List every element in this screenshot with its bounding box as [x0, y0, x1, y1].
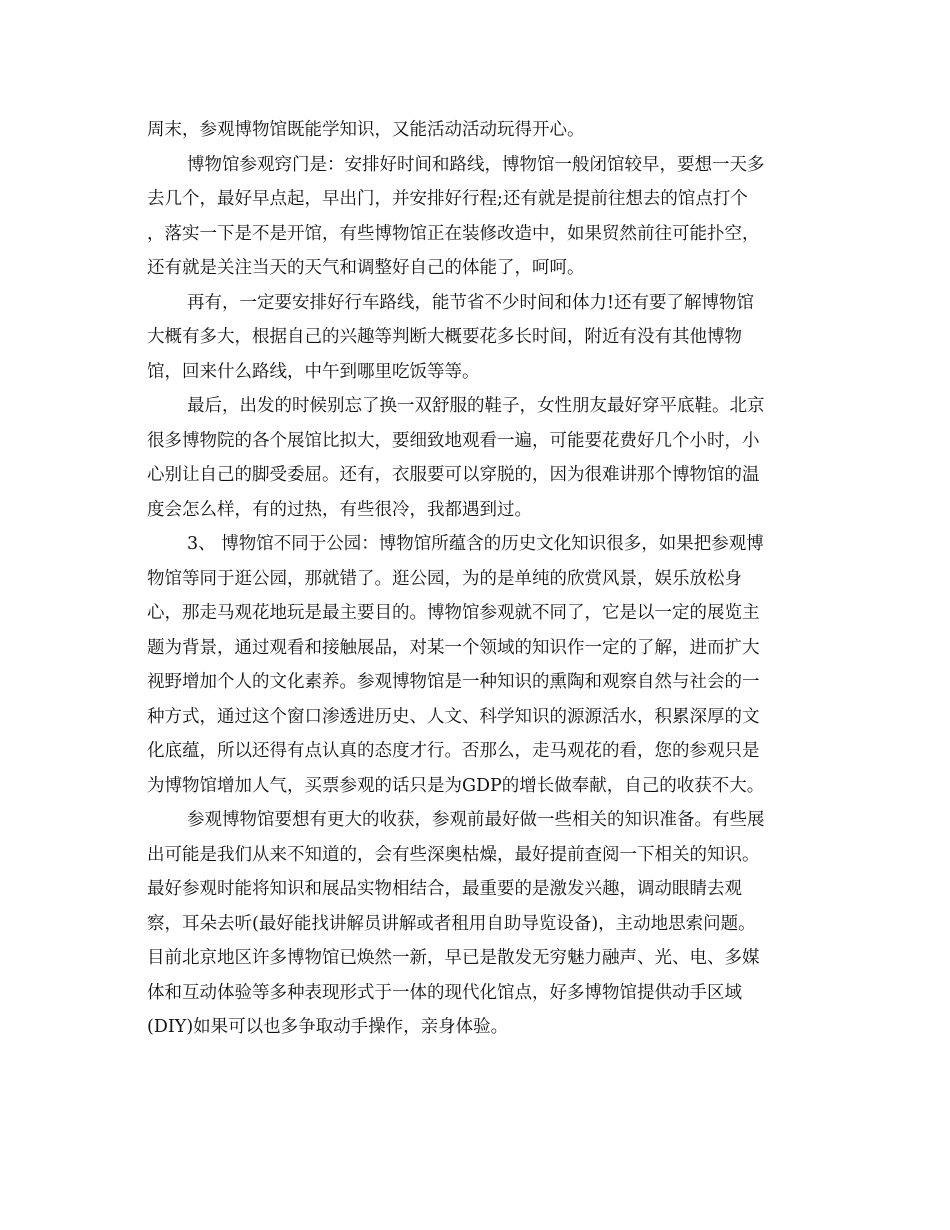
text-line: 体和互动体验等多种表现形式于一体的现代化馆点，好多博物馆提供动手区域 [147, 982, 742, 1003]
text-line: 物馆等同于逛公园，那就错了。逛公园，为的是单纯的欣赏风景，娱乐放松身 [147, 568, 742, 589]
text-line: 馆，回来什么路线，中午到哪里吃饭等等。 [147, 361, 480, 382]
text-line: 种方式，通过这个窗口渗透进历史、人文、科学知识的源源活水，积累深厚的文 [147, 706, 760, 727]
text-line: 视野增加个人的文化素养。参观博物馆是一种知识的熏陶和观察自然与社会的一 [147, 672, 760, 692]
text-line: 再有，一定要安排好行车路线，能节省不少时间和体力!还有要了解博物馆 [187, 292, 755, 313]
text-line: 心别让自己的脚受委屈。还有，衣服要可以穿脱的，因为很难讲那个博物馆的温 [147, 465, 760, 485]
text-line: 最好参观时能将知识和展品实物相结合，最重要的是激发兴趣，调动眼睛去观 [147, 879, 742, 899]
text-line: 题为背景，通过观看和接触展品，对某一个领域的知识作一定的了解，进而扩大 [147, 637, 760, 658]
text-line: 参观博物馆要想有更大的收获，参观前最好做一些相关的知识准备。有些展 [187, 810, 765, 830]
document-body [147, 113, 807, 1045]
text-line: 为博物馆增加人气，买票参观的话只是为GDP的增长做奉献，自己的收获不大。 [147, 775, 765, 796]
text-line: 周末，参观博物馆既能学知识，又能活动活动玩得开心。 [147, 120, 585, 140]
text-line: 察，耳朵去听(最好能找讲解员讲解或者租用自助导览设备)，主动地思索问题。 [147, 913, 756, 934]
text-line: 化底蕴，所以还得有点认真的态度才行。否那么，走马观花的看，您的参观只是 [147, 741, 760, 761]
text-line: 大概有多大，根据自己的兴趣等判断大概要花多长时间，附近有没有其他博物 [147, 327, 742, 347]
text-line: 度会怎么样，有的过热，有些很冷，我都遇到过。 [147, 499, 532, 520]
text-line: 很多博物院的各个展馆比拟大，要细致地观看一遍，可能要花费好几个小时，小 [147, 430, 760, 451]
text-line: 最后，出发的时候别忘了换一双舒服的鞋子，女性朋友最好穿平底鞋。北京 [187, 396, 765, 416]
text-line: 还有就是关注当天的天气和调整好自己的体能了，呵呵。 [147, 258, 585, 278]
text-line: (DIY)如果可以也多争取动手操作，亲身体验。 [147, 1017, 509, 1037]
text-line: ，落实一下是不是开馆，有些博物馆正在装修改造中，如果贸然前往可能扑空， [147, 223, 760, 244]
text-line: 3、 博物馆不同于公园：博物馆所蕴含的历史文化知识很多，如果把参观博 [187, 534, 764, 554]
text-line: 出可能是我们从来不知道的，会有些深奥枯燥，最好提前查阅一下相关的知识。 [147, 844, 760, 865]
text-line: 去几个，最好早点起，早出门，并安排好行程;还有就是提前往想去的馆点打个 [147, 189, 748, 209]
text-line: 博物馆参观窍门是：安排好时间和路线，博物馆一般闭馆较早，要想一天多 [187, 154, 765, 175]
text-line: 心，那走马观花地玩是最主要目的。博物馆参观就不同了，它是以一定的展览主 [147, 603, 760, 623]
text-line: 目前北京地区许多博物馆已焕然一新，早已是散发无穷魅力融声、光、电、多媒 [147, 948, 760, 968]
